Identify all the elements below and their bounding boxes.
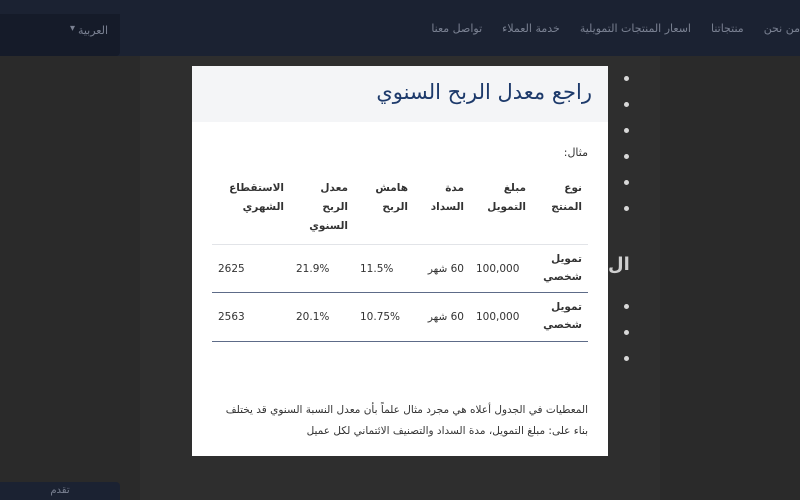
list-bullet [624,206,629,211]
list-bullet [624,154,629,159]
cell-monthly-deduction: 2563 [212,293,290,342]
cell-monthly-deduction: 2625 [212,244,290,293]
table-header-row [212,179,588,244]
cell-annual-profit-rate: 20.1% [290,293,354,342]
nav-item-about[interactable]: من نحن [763,22,800,35]
list-bullet [624,128,629,133]
list-bullet [624,330,629,335]
cell-annual-profit-rate: 21.9% [290,244,354,293]
main-nav [431,22,800,35]
cell-profit-margin: 11.5% [354,244,414,293]
list-bullet [624,356,629,361]
modal-body [192,122,608,442]
background-heading: ال [608,254,630,275]
table-row [212,293,588,342]
example-label: مثال: [563,146,588,159]
cell-repayment-period: 60 شهر [414,244,470,293]
list-bullet [624,180,629,185]
header-product-type: نوع المنتج [551,182,582,213]
table-row [212,244,588,293]
header-repayment-period: مدة السداد [430,182,464,213]
bottom-action-button[interactable]: تقدم [0,482,120,500]
language-label: العربية [77,24,108,37]
top-navigation-bar [0,0,800,56]
cell-profit-margin: 10.75% [354,293,414,342]
list-bullet [624,76,629,81]
language-selector[interactable] [0,14,120,56]
chevron-down-icon: ▾ [70,23,76,34]
header-profit-margin: هامش الربح [375,182,408,213]
cell-product-type: تمويل شخصي [532,293,588,342]
nav-item-products[interactable]: منتجاتنا [710,22,744,35]
cell-product-type: تمويل شخصي [532,244,588,293]
apr-table [212,179,588,342]
disclaimer-line-2: بناء على: مبلغ التمويل، مدة السداد والتصنيف الائتماني لكل عميل [306,425,588,438]
list-bullet [624,102,629,107]
header-annual-profit-rate: معدل الربح السنوي [309,182,348,232]
disclaimer-note [212,400,588,442]
nav-item-contact[interactable]: تواصل معنا [431,22,483,35]
cell-finance-amount: 100,000 [470,293,532,342]
modal-header [192,66,608,122]
cell-repayment-period: 60 شهر [414,293,470,342]
nav-item-prices[interactable]: اسعار المنتجات التمويلية [579,22,691,35]
list-bullet [624,304,629,309]
header-finance-amount: مبلغ التمويل [487,182,526,213]
cell-finance-amount: 100,000 [470,244,532,293]
modal-title: راجع معدل الربح السنوي [376,80,592,104]
nav-item-customer-service[interactable]: خدمة العملاء [502,22,560,35]
apr-modal [192,66,608,456]
header-monthly-deduction: الاستقطاع الشهري [229,182,284,213]
disclaimer-line-1: المعطيات في الجدول أعلاه هي مجرد مثال علماً بأن معدل النسبة السنوي قد يختلف [225,404,588,417]
